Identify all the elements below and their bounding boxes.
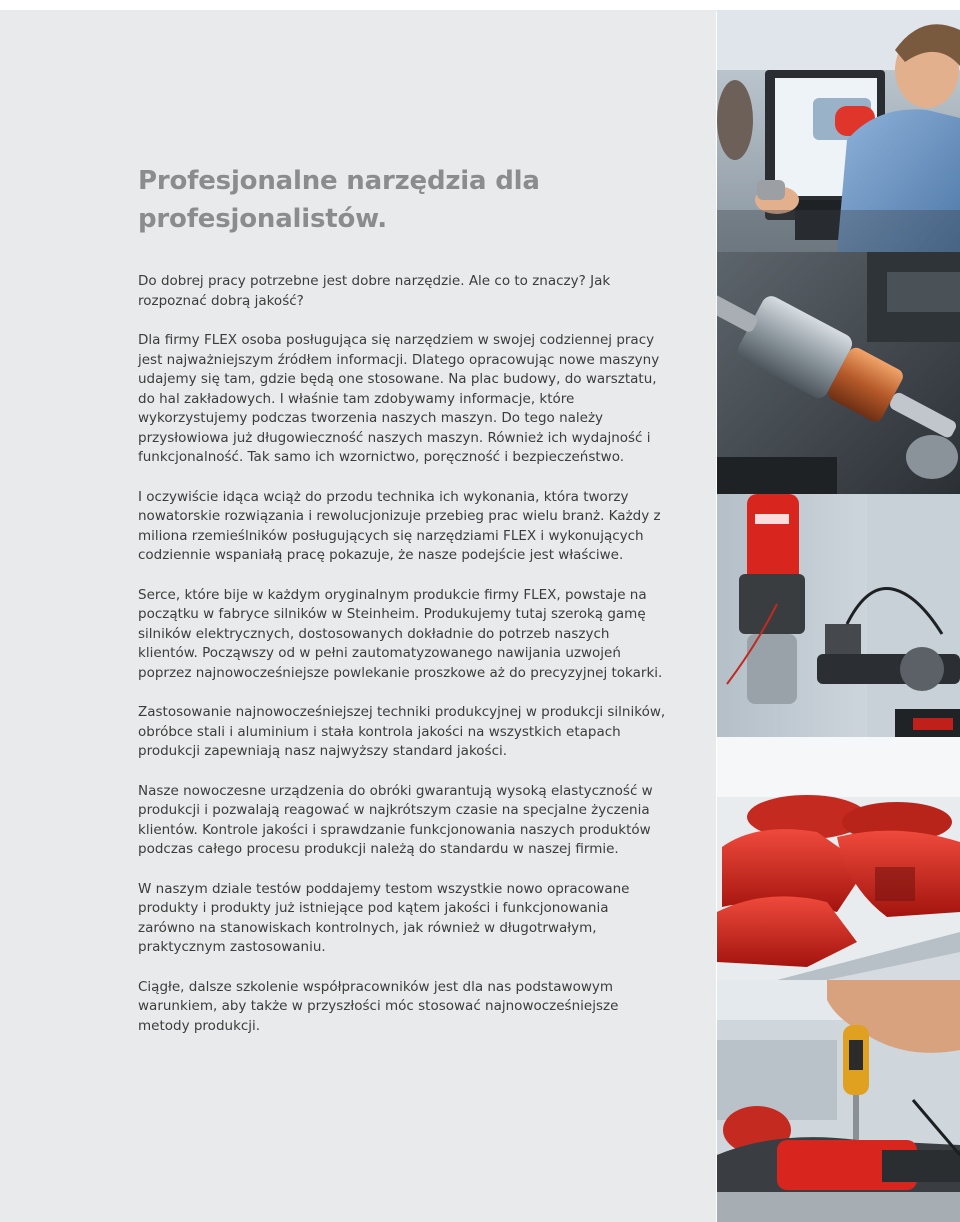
paragraph: Do dobrej pracy potrzebne jest dobre narzędzie. Ale co to znaczy? Jak rozpoznać dobrą jakość? [138,273,611,309]
paragraph: I oczywiście idąca wciąż do przodu technika ich wykonania, która tworzy nowatorskie rozwiązania i rewolucjonizuje przebieg prac wielu branż. Każdy z miliona rzemieślników posługujących się narzędziami FLEX i wykonujących codziennie wspaniałą pracę pokazuje, że nasze podejście jest właściwe. [138,488,661,563]
body-text [138,272,668,1056]
photo-engineer-at-computer [717,10,960,252]
paragraph: W naszym dziale testów poddajemy testom wszystkie nowo opracowane produkty i produkty już istniejące pod kątem jakości i funkcjonowania zarówno na stanowiskach kontrolnych, jak również w długotrwałym, praktycznym zastosowaniu. [138,880,630,955]
photo-grinder-test-stand [717,494,960,737]
photo-red-housings [717,737,960,980]
paragraph: Serce, które bije w każdym oryginalnym produkcie firmy FLEX, powstaje na początku w fabryce silników w Steinheim. Produkujemy tutaj szeroką gamę silników elektrycznych, dostosowanych dokładnie do potrzeb naszych klientów. Począwszy od w pełni zautomatyzowanego nawijania uzwojeń poprzez najnowocześniejsze powlekanie proszkowe aż do precyzyjnej tokarki. [138,586,663,681]
paragraph: Nasze nowoczesne urządzenia do obróki gwarantują wysoką elastyczność w produkcji i pozwalają reagować w najkrótszym czasie na specjalne życzenia klientów. Kontrole jakości i sprawdzanie funkcjonowania naszych produktów podczas całego procesu produkcji należą do standardu w naszej firmie. [138,782,653,857]
photo-assembly-screwdriver [717,980,960,1222]
paragraph: Dla firmy FLEX osoba posługująca się narzędziem w swojej codziennej pracy jest najważniejszym źródłem informacji. Dlatego opracowując nowe maszyny udajemy się tam, gdzie będą one stosowane. Na plac budowy, do warsztatu, do hal zakładowych. I właśnie tam zdobywamy informacje, które wykorzystujemy podczas tworzenia naszych maszyn. Do tego należy przysłowiowa już długowieczność naszych maszyn. Również ich wydajność i funkcjonalność. Tak samo ich wzornictwo, poręczność i bezpieczeństwo. [138,332,660,465]
photo-strip [717,10,960,1222]
paragraph: Ciągłe, dalsze szkolenie współpracowników jest dla nas podstawowym warunkiem, aby także w przyszłości móc stosować najnowocześniejsze metody produkcji. [138,978,619,1034]
photo-armature-commutator [717,252,960,494]
paragraph: Zastosowanie najnowocześniejszej techniki produkcyjnej w produkcji silników, obróbce stali i aluminium i stała kontrola jakości na wszystkich etapach produkcji zapewniają nasz najwyższy standard jakości. [138,704,666,759]
page-title: Profesjonalne narzędzia dla profesjonalistów. [138,166,540,234]
